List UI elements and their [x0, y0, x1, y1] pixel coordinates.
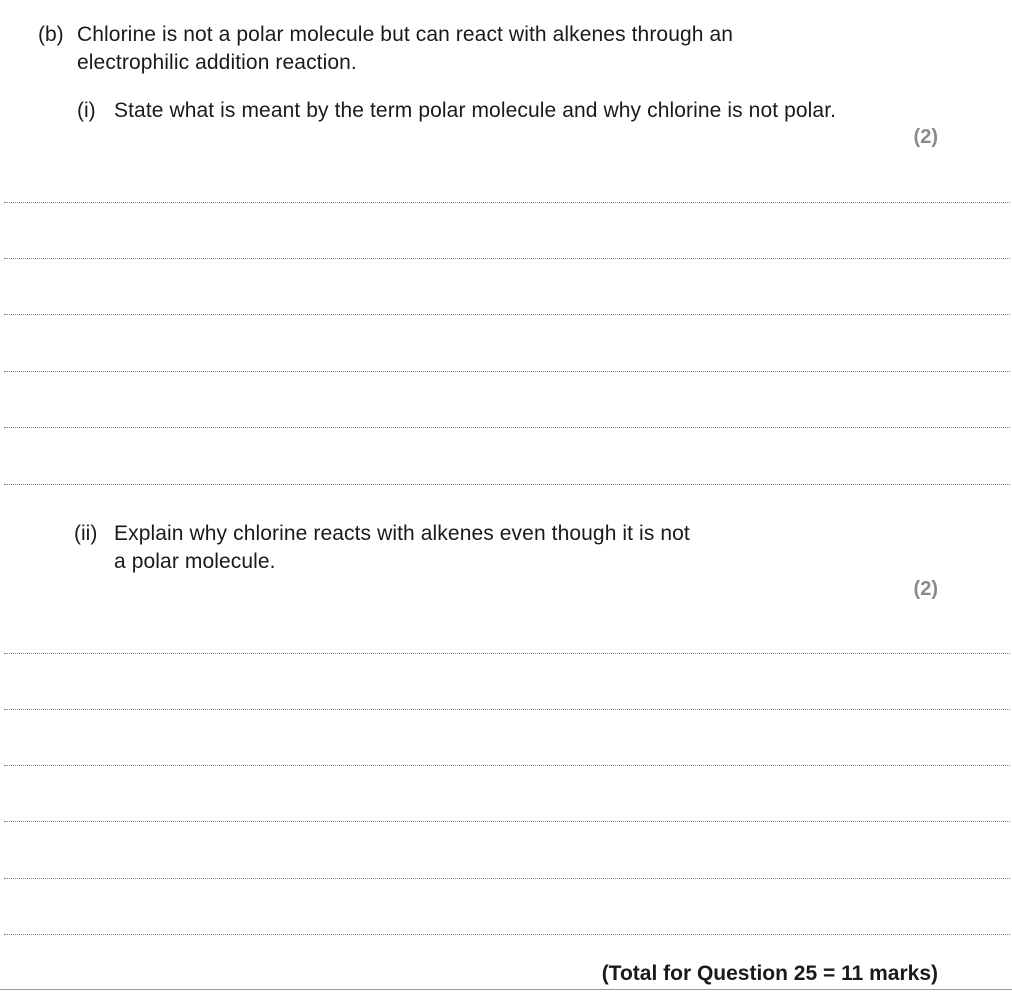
part-b-text-line1: Chlorine is not a polar molecule but can react with alkenes through an — [77, 23, 734, 46]
answer-line-ii-1[interactable] — [4, 653, 1010, 654]
part-i-marks: (2) — [913, 126, 938, 148]
answer-line-i-2[interactable] — [4, 258, 1010, 259]
part-b-text-line2: electrophilic addition reaction. — [77, 51, 357, 74]
part-ii-text-line2: a polar molecule. — [114, 550, 276, 573]
answer-line-i-5[interactable] — [4, 427, 1010, 428]
answer-line-ii-3[interactable] — [4, 765, 1010, 766]
bottom-divider — [0, 989, 1012, 990]
answer-line-ii-4[interactable] — [4, 821, 1010, 822]
part-ii-text-line1: Explain why chlorine reacts with alkenes even though it is not — [114, 522, 690, 545]
answer-line-i-6[interactable] — [4, 484, 1010, 485]
part-i-question-text: State what is meant by the term polar molecule and why chlorine is not polar. — [114, 99, 837, 122]
part-ii-label: (ii) — [74, 522, 98, 545]
part-ii-marks: (2) — [913, 578, 938, 600]
answer-line-ii-6[interactable] — [4, 934, 1010, 935]
answer-line-ii-5[interactable] — [4, 878, 1010, 879]
question-total-marks: (Total for Question 25 = 11 marks) — [601, 962, 938, 985]
answer-line-ii-2[interactable] — [4, 709, 1010, 710]
answer-line-i-1[interactable] — [4, 202, 1010, 203]
answer-line-i-3[interactable] — [4, 314, 1010, 315]
part-i-label: (i) — [77, 99, 96, 122]
part-b-label: (b) — [38, 23, 64, 46]
answer-line-i-4[interactable] — [4, 371, 1010, 372]
